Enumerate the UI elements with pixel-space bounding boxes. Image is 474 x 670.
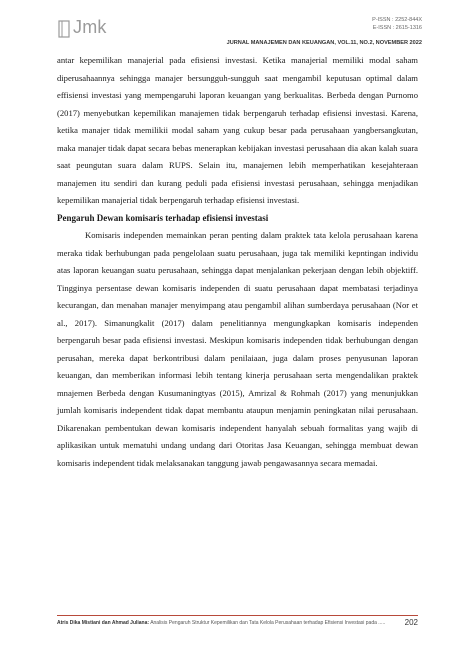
main-text	[57, 52, 418, 472]
e-issn: E-ISSN : 2615-1316	[372, 25, 422, 31]
page-header	[0, 0, 474, 60]
issn-block	[372, 16, 422, 32]
p-issn: P-ISSN : 2252-844X	[372, 17, 422, 23]
page-number: 202	[404, 618, 418, 627]
footer-authors: Atris Dika Mistiani dan Ahmad Juliana:	[57, 620, 150, 626]
section-heading: Pengaruh Dewan komisaris terhadap efisiensi investasi	[57, 212, 269, 223]
book-icon	[58, 20, 70, 38]
logo-text: Jmk	[73, 17, 107, 37]
footer-article-title: Analisis Pengaruh Struktur Kepemilikan dan Tata Kelola Perusahaan terhadap Efisiensi Investasi pada .....	[150, 620, 386, 626]
paragraph-1: antar kepemilikan manajerial pada efisiensi investasi. Ketika manajerial memiliki modal saham diperusahaannya sehingga manajer bersungguh-sungguh saat mengambil keputusan optimal dalam effisiensi investasi yang mempengaruhi laporan keuangan yang berkualitas. Berbeda dengan Purnomo (2017) menyebutkan kepemilikan manajemen tidak berpengaruh terhadap efisiensi investasi. Karena, ketika manajer tidak memilikii modal saham yang cukup besar pada perusahaan yangbersangkutan, maka manajer tidak dapat secara bebas menerapkan kebijakan investasi perusahaan dia akan kalah suara saat peungutan suara dalam RUPS. Selain itu, manajemen lebih memperhatikan kesejahteraan manajemen itu sendiri dan kurang peduli pada efisiensi investasi perusahaan, sehingga menjadikan kepemilikan manajerial tidak berpengaruh terhadap efisiensi investasi.	[57, 55, 418, 205]
journal-logo	[58, 17, 118, 40]
page-footer	[57, 620, 418, 632]
journal-title: JURNAL MANAJEMEN DAN KEUANGAN, VOL.11, NO.2, NOVEMBER 2022	[226, 40, 422, 46]
footer-rule	[57, 615, 418, 616]
paragraph-2: Komisaris independen memainkan peran penting dalam praktek tata kelola perusahaan karena meraka tidak berhubungan pada pengelolaan suatu perusahaan, juga tak memiliki kepntingan individu atas laporan keuangan suatu perusahaan, sehingga dapat menjalankan pekerjaan dengan lebih objektiff. Tingginya persentase dewan komisaris independen di suatu perusahaan dapat membatasi terjadinya kecurangan, dan menahan manajer menyimpang atau pengambil alihan sumberdaya perusahaan (Nor et al., 2017). Simanungkalit (2017) dalam penelitiannya mengungkapkan komisaris independen berpengaruh besar pada efisiensi investasi. Meskipun komisaris independen tidak berhubungan dengan perusahan, mereka dapat berkontribusi dalam penilaiaan, juga dalam proses penyusunan laporan keuangan, dan memberikan informasi lebih tentang kinerja perusahaan serta mengendalikan praktek mnajemen Berbeda dengan Kusumaningtyas (2015), Amrizal & Rohmah (2017) yang menunjukkan jumlah komisaris independent tidak dapat membantu ataupun menjamin peningkatan nilai perusahaan. Dikarenakan pembentukan dewan komisaris independent hanyalah sebuah formalitas yang wajib di aplikasikan untuk mematuhi undang undang dari Otoritas Jasa Keuangan, sehingga membuat dewan komisaris independent tidak melaksanakan tanggung jawab pengawasannya secara memadai.	[57, 230, 418, 468]
